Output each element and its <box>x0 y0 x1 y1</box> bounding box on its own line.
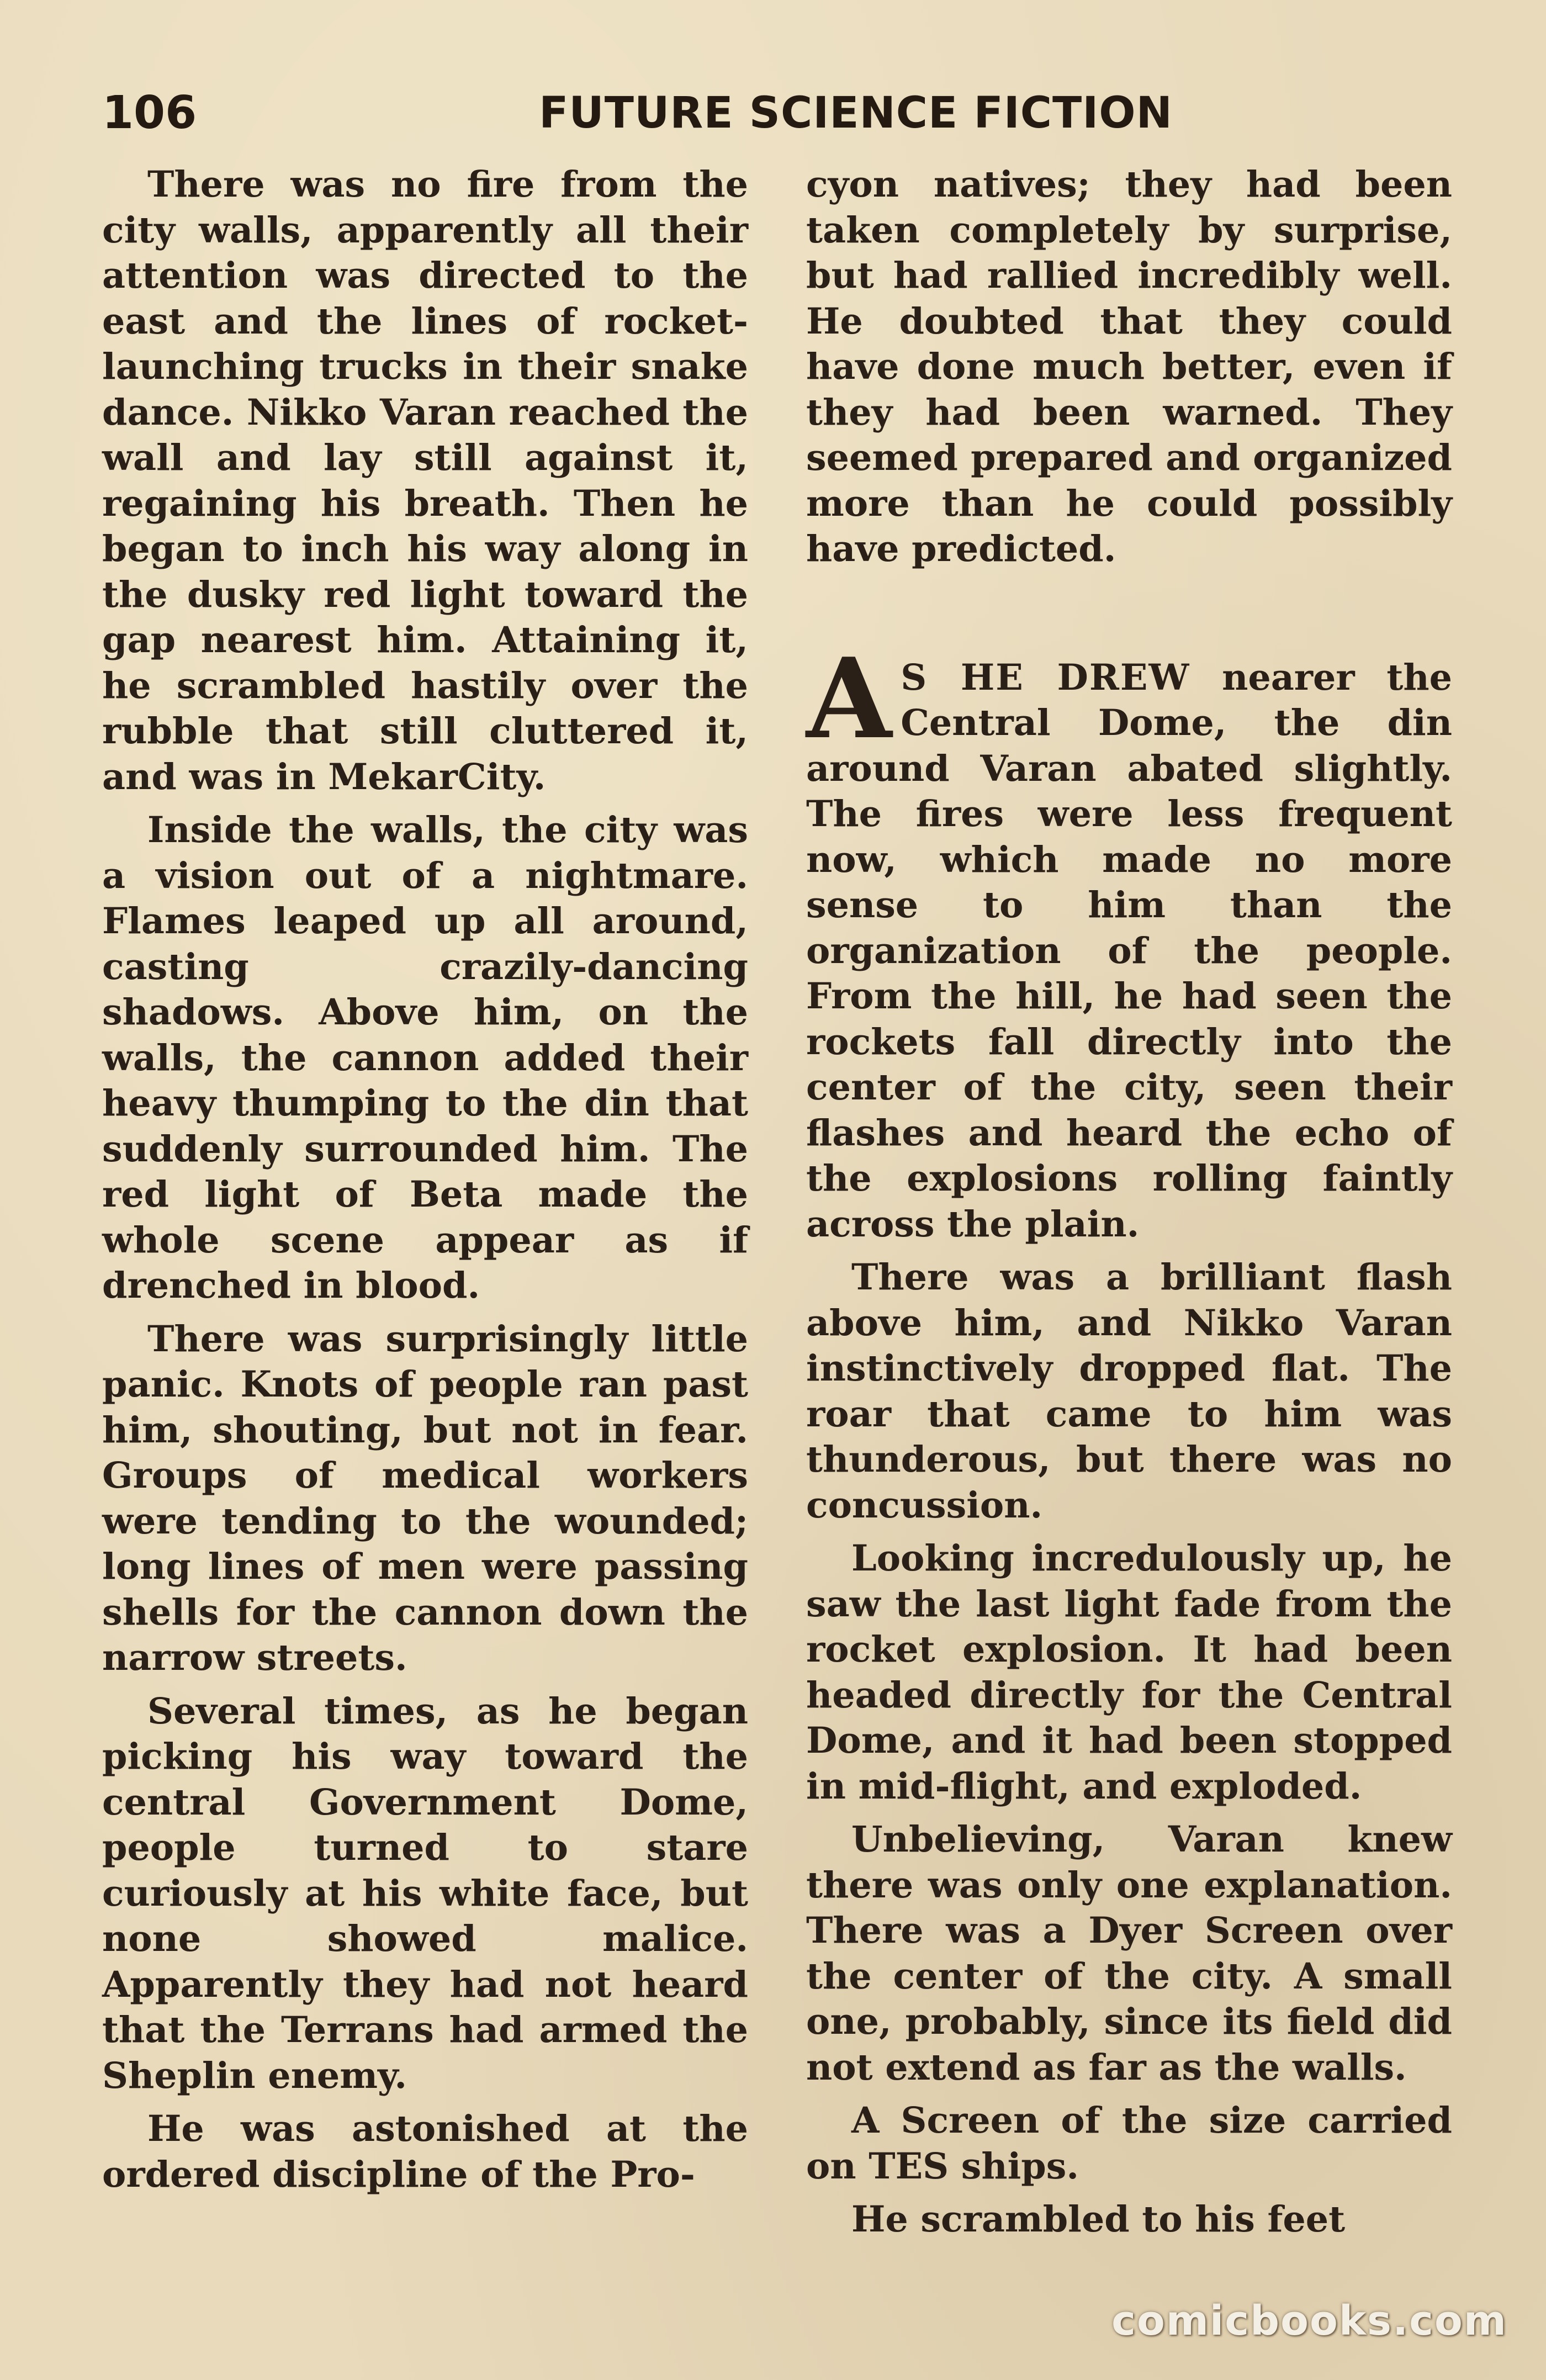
paragraph: Inside the walls, the city was a vision out of a nightmare. Flames leaped up all around, casting crazily-dancing shadows. Above him, on the walls, the cannon added their heavy thumping to the din that suddenly surrounded him. The red light of Beta made the whole scene appear as if drenched in blood. <box>102 809 748 1307</box>
site-watermark: comicbooks.com <box>1111 2297 1507 2345</box>
section-opening-paragraph <box>806 633 1452 1247</box>
paragraph: He was astonished at the ordered discipline of the Pro- <box>102 2108 748 2196</box>
page-header <box>102 83 1449 144</box>
left-column <box>102 162 748 2304</box>
section-text: nearer the Central Dome, the din around Varan abated slightly. The fires were less frequent now, which made no more sense to him than the organization of the people. From the hill, he had seen the rockets fall directly into the center of the city, seen their flashes and heard the echo of the explosions rolling faintly across the plain. <box>806 656 1452 1245</box>
paragraph: Looking incredulously up, he saw the last light fade from the rocket explosion. It had been headed directly for the Central Dome, and it had been stopped in mid-flight, and exploded. <box>806 1537 1452 1807</box>
paragraph: A Screen of the size carried on TES ships. <box>806 2099 1452 2187</box>
drop-cap: A <box>806 633 892 764</box>
paragraph: There was surprisingly little panic. Knots of people ran past him, shouting, but not in fear. Groups of medical workers were tending to the wounded; long lines of men were passing shells for the cannon down the narrow streets. <box>102 1318 748 1679</box>
paragraph: He scrambled to his feet <box>851 2198 1346 2240</box>
paragraph: There was a brilliant flash above him, and Nikko Varan instinctively dropped flat. The roar that came to him was thunderous, but there was no concussion. <box>806 1256 1452 1526</box>
running-title: FUTURE SCIENCE FICTION <box>539 88 1173 138</box>
continued-paragraph: cyon natives; they had been taken completely by surprise, but had rallied incredibly well. He doubted that they could have done much better, even if they had been warned. They seemed prepared and organized more than he could possibly have predicted. <box>806 163 1452 570</box>
section-lead-words: S HE DREW <box>901 656 1190 699</box>
paragraph: Unbelieving, Varan knew there was only one explanation. There was a Dyer Screen over the center of the city. A small one, probably, since its field did not extend as far as the walls. <box>806 1818 1452 2088</box>
paragraph: Several times, as he began picking his way toward the central Government Dome, people turned to stare curiously at his white face, but none showed malice. Apparently they had not heard that the Terrans had armed the Sheplin enemy. <box>102 1690 748 2097</box>
page-number: 106 <box>102 87 197 139</box>
paragraph: There was no fire from the city walls, apparently all their attention was directed to the east and the lines of rocket-launching trucks in their snake dance. Nikko Varan reached the wall and lay still against it, regaining his breath. Then he began to inch his way along in the dusky red light toward the gap nearest him. Attaining it, he scrambled hastily over the rubble that still cluttered it, and was in MekarCity. <box>102 163 748 798</box>
right-column <box>806 162 1452 2304</box>
